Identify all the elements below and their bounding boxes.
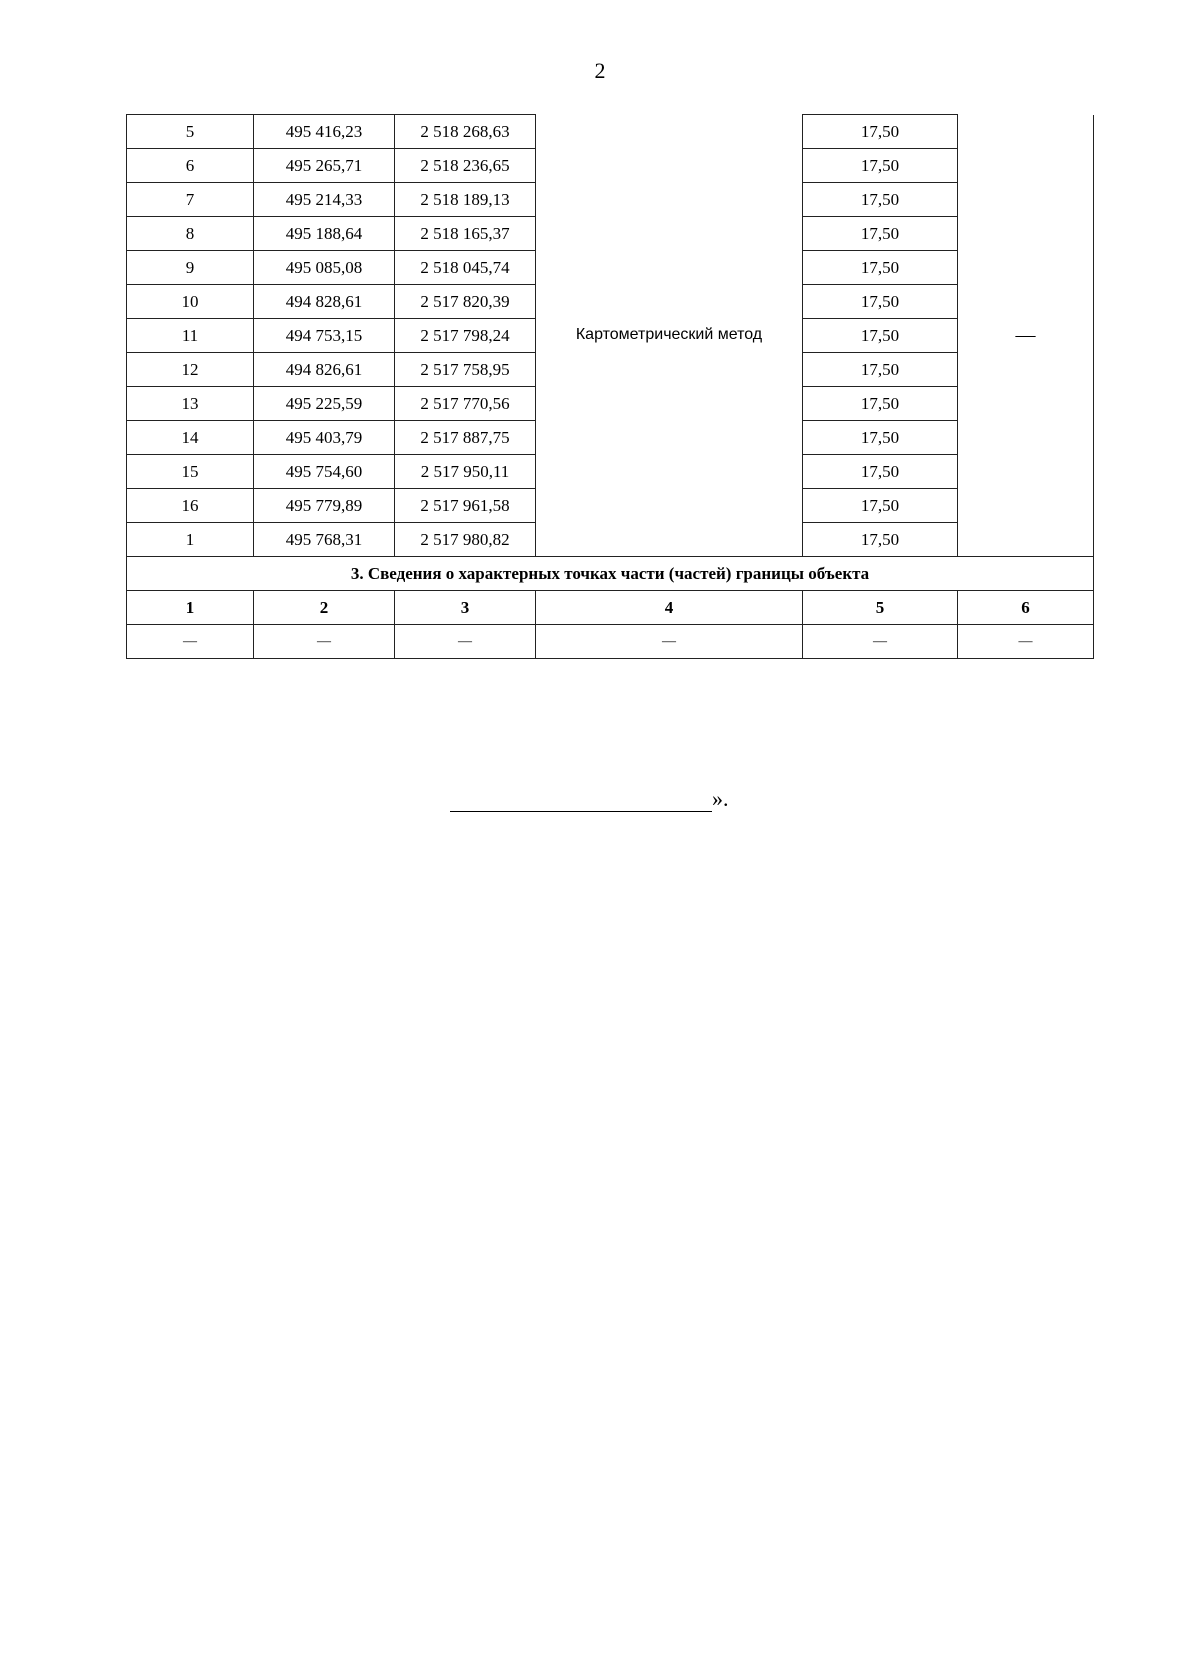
point-precision: 17,50 (803, 523, 958, 557)
point-precision: 17,50 (803, 115, 958, 149)
column-header: 5 (803, 591, 958, 625)
point-y: 2 517 950,11 (395, 455, 536, 489)
empty-cell: — (536, 625, 803, 659)
point-x: 495 768,31 (254, 523, 395, 557)
point-number: 7 (127, 183, 254, 217)
point-y: 2 518 189,13 (395, 183, 536, 217)
point-number: 14 (127, 421, 254, 455)
point-number: 6 (127, 149, 254, 183)
method-cell: Картометрический метод (536, 115, 803, 557)
empty-cell: — (254, 625, 395, 659)
point-number: 9 (127, 251, 254, 285)
point-y: 2 517 820,39 (395, 285, 536, 319)
point-y: 2 517 887,75 (395, 421, 536, 455)
point-precision: 17,50 (803, 455, 958, 489)
point-number: 8 (127, 217, 254, 251)
point-y: 2 518 236,65 (395, 149, 536, 183)
point-x: 495 214,33 (254, 183, 395, 217)
point-number: 13 (127, 387, 254, 421)
point-y: 2 517 961,58 (395, 489, 536, 523)
section-3-header-row (127, 591, 1094, 625)
method-last-col: — (958, 115, 1094, 557)
point-number: 10 (127, 285, 254, 319)
coordinates-table (126, 114, 1094, 659)
column-header: 1 (127, 591, 254, 625)
point-precision: 17,50 (803, 183, 958, 217)
section-3-title: 3. Сведения о характерных точках части (частей) границы объекта (127, 557, 1094, 591)
column-header: 4 (536, 591, 803, 625)
point-number: 12 (127, 353, 254, 387)
point-row (127, 115, 1094, 149)
point-x: 495 225,59 (254, 387, 395, 421)
point-number: 1 (127, 523, 254, 557)
point-precision: 17,50 (803, 149, 958, 183)
column-header: 6 (958, 591, 1094, 625)
point-y: 2 517 980,82 (395, 523, 536, 557)
empty-cell: — (395, 625, 536, 659)
point-x: 494 826,61 (254, 353, 395, 387)
point-precision: 17,50 (803, 285, 958, 319)
point-precision: 17,50 (803, 421, 958, 455)
point-y: 2 518 165,37 (395, 217, 536, 251)
point-x: 495 754,60 (254, 455, 395, 489)
point-y: 2 518 045,74 (395, 251, 536, 285)
empty-cell: — (127, 625, 254, 659)
point-x: 495 779,89 (254, 489, 395, 523)
closing-line (450, 786, 729, 812)
point-x: 495 416,23 (254, 115, 395, 149)
point-x: 494 753,15 (254, 319, 395, 353)
section-3-title-row (127, 557, 1094, 591)
point-precision: 17,50 (803, 489, 958, 523)
point-y: 2 518 268,63 (395, 115, 536, 149)
point-precision: 17,50 (803, 387, 958, 421)
column-header: 3 (395, 591, 536, 625)
points-body (127, 115, 1094, 557)
signature-underline (450, 789, 712, 812)
point-x: 494 828,61 (254, 285, 395, 319)
section-3-empty-row (127, 625, 1094, 659)
point-x: 495 188,64 (254, 217, 395, 251)
page-number: 2 (594, 58, 606, 83)
point-precision: 17,50 (803, 319, 958, 353)
point-y: 2 517 770,56 (395, 387, 536, 421)
point-number: 15 (127, 455, 254, 489)
point-y: 2 517 798,24 (395, 319, 536, 353)
point-number: 16 (127, 489, 254, 523)
point-x: 495 403,79 (254, 421, 395, 455)
point-number: 11 (127, 319, 254, 353)
point-y: 2 517 758,95 (395, 353, 536, 387)
point-precision: 17,50 (803, 251, 958, 285)
point-x: 495 085,08 (254, 251, 395, 285)
point-precision: 17,50 (803, 353, 958, 387)
column-header: 2 (254, 591, 395, 625)
closing-quote: ». (712, 786, 729, 811)
point-x: 495 265,71 (254, 149, 395, 183)
point-precision: 17,50 (803, 217, 958, 251)
empty-cell: — (803, 625, 958, 659)
point-number: 5 (127, 115, 254, 149)
empty-cell: — (958, 625, 1094, 659)
